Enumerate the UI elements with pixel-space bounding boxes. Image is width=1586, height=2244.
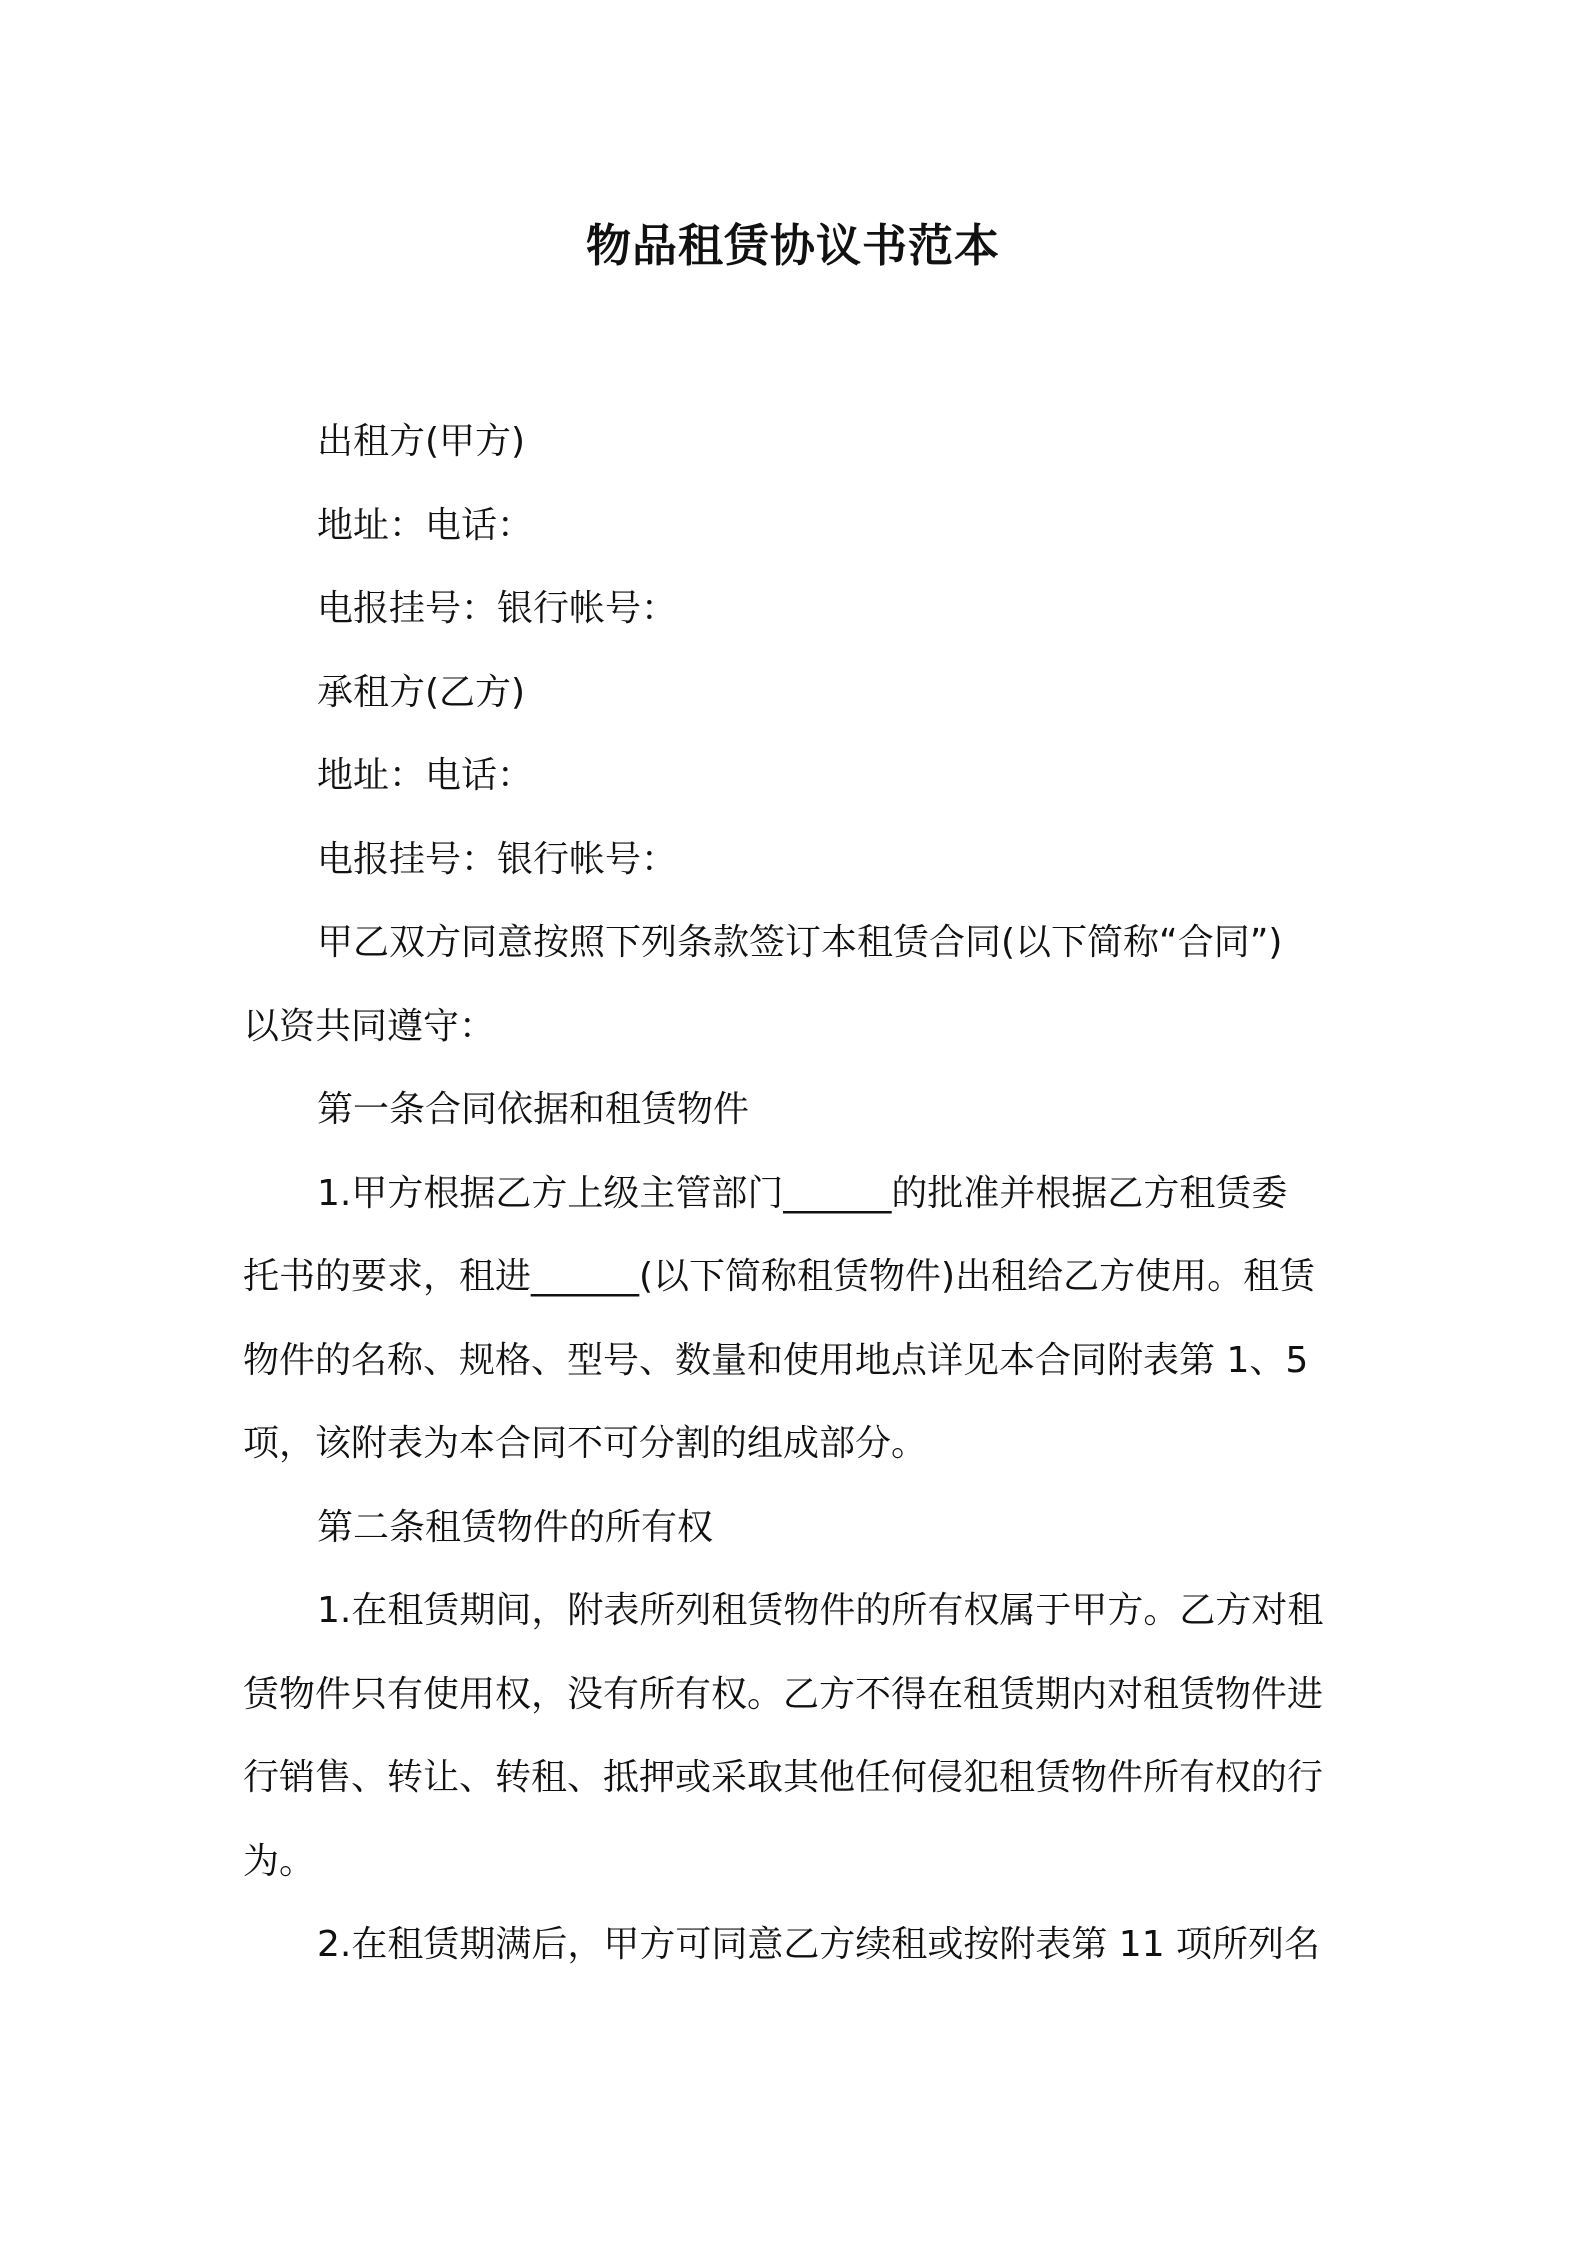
paragraph-line: 甲乙双方同意按照下列条款签订本租赁合同(以下简称“合同”)	[317, 922, 1283, 963]
paragraph-line: 2.在租赁期满后，甲方可同意乙方续租或按附表第 11 项所列名	[317, 1924, 1321, 1965]
document-body	[243, 400, 1353, 1987]
section-heading: 第二条租赁物件的所有权	[317, 1506, 714, 1548]
paragraph-line: 为。	[243, 1840, 316, 1882]
paragraph-line: 地址：电话：	[317, 504, 534, 546]
paragraph-line: 地址：电话：	[317, 755, 534, 796]
paragraph-line: 出租方(甲方)	[317, 421, 526, 462]
paragraph-line: 电报挂号：银行帐号：	[317, 588, 678, 629]
paragraph-line: 以资共同遵守：	[243, 1005, 496, 1047]
section-heading: 第一条合同依据和租赁物件	[317, 1089, 750, 1130]
document-title: 物品租赁协议书范本	[585, 219, 1000, 272]
paragraph-line: 赁物件只有使用权，没有所有权。乙方不得在租赁期内对租赁物件进	[243, 1673, 1324, 1715]
paragraph-line: 承租方(乙方)	[317, 671, 526, 713]
paragraph-line: 行销售、转让、转租、抵押或采取其他任何侵犯租赁物件所有权的行	[243, 1757, 1324, 1798]
paragraph-line: 托书的要求，租进______(以下简称租赁物件)出租给乙方使用。租赁	[243, 1256, 1316, 1297]
paragraph-line: 电报挂号：银行帐号：	[317, 838, 678, 880]
paragraph-line: 项，该附表为本合同不可分割的组成部分。	[243, 1423, 928, 1464]
paragraph-line: 1.甲方根据乙方上级主管部门______的批准并根据乙方租赁委	[317, 1172, 1288, 1214]
paragraph-line: 1.在租赁期间，附表所列租赁物件的所有权属于甲方。乙方对租	[317, 1590, 1324, 1631]
paragraph-line: 物件的名称、规格、型号、数量和使用地点详见本合同附表第 1、5	[243, 1339, 1309, 1381]
